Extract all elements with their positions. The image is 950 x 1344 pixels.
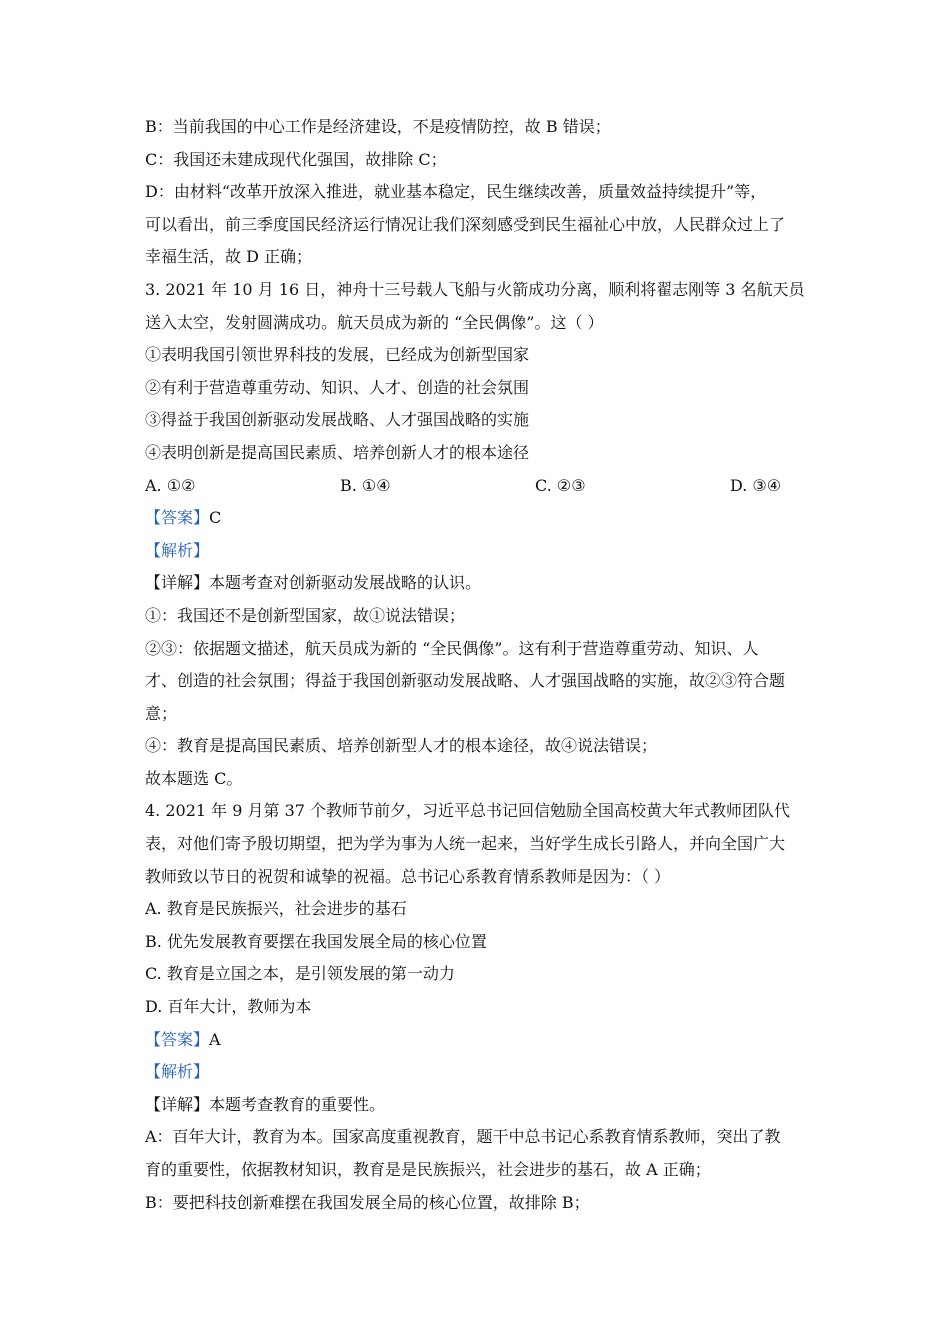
- q3-detail-text: 本题考查对创新驱动发展战略的认识。: [209, 573, 482, 593]
- q3-options: [145, 470, 810, 503]
- q4-stem-line2: 表，对他们寄予殷切期望，把为学为事为人统一起来，当好学生成长引路人，并向全国广大: [145, 834, 786, 854]
- q3-option-d: D. ③④: [730, 475, 782, 495]
- q3-explanation-23-line1: ②③：依据题文描述，航天员成为新的 “全民偶像”。这有利于营造尊重劳动、知识、人: [145, 638, 759, 658]
- q4-option-a: A. 教育是民族振兴，社会进步的基石: [145, 899, 407, 919]
- q2-explanation-d-line2: 可以看出，前三季度国民经济运行情况让我们深刻感受到民生福祉心中放，人民群众过上了: [145, 214, 786, 234]
- q4-explanation-a-line1: A：百年大计，教育为本。国家高度重视教育，题干中总书记心系教育情系教师，突出了教: [145, 1127, 781, 1147]
- q3-analysis: [145, 535, 810, 568]
- q3-stem-line2: 送入太空，发射圆满成功。航天员成为新的 “全民偶像”。这（ ）: [145, 312, 604, 332]
- q4-detail: [145, 1089, 810, 1122]
- q4-detail-text: 本题考查教育的重要性。: [209, 1094, 386, 1114]
- q3-statement-3: ③得益于我国创新驱动发展战略、人才强国战略的实施: [145, 410, 530, 430]
- detail-tag: 【详解】: [145, 573, 210, 593]
- q4-answer: [145, 1024, 810, 1057]
- q3-option-a: A. ①②: [145, 475, 196, 495]
- q4-explanation-b: B：要把科技创新难摆在我国发展全局的核心位置，故排除 B；: [145, 1192, 590, 1212]
- q3-stem-line1: 3. 2021 年 10 月 16 日，神舟十三号载人飞船与火箭成功分离，顺利将翟志刚等 3 名航天员: [145, 279, 805, 299]
- q2-explanation-c: C：我国还未建成现代化强国，故排除 C；: [145, 149, 447, 169]
- analysis-tag: 【解析】: [145, 1062, 210, 1082]
- q3-statement-2: ②有利于营造尊重劳动、知识、人才、创造的社会氛围: [145, 377, 530, 397]
- q4-stem-line1: 4. 2021 年 9 月第 37 个教师节前夕，习近平总书记回信勉励全国高校黄大年式教师团队代: [145, 801, 791, 821]
- q3-answer: [145, 502, 810, 535]
- q4-option-d: D. 百年大计，教师为本: [145, 997, 312, 1017]
- q4-option-c: C. 教育是立国之本，是引领发展的第一动力: [145, 964, 455, 984]
- q4-option-b: B. 优先发展教育要摆在我国发展全局的核心位置: [145, 931, 487, 951]
- q3-explanation-1: ①：我国还不是创新型国家，故①说法错误；: [145, 605, 466, 625]
- answer-tag: 【答案】: [145, 508, 210, 528]
- q4-explanation-a-line2: 育的重要性，依据教材知识，教育是是民族振兴，社会进步的基石，故 A 正确；: [145, 1160, 711, 1179]
- answer-tag: 【答案】: [145, 1029, 210, 1049]
- document-page: [145, 111, 810, 1219]
- q4-stem-line3: 教师致以节日的祝贺和诚挚的祝福。总书记心系教育情系教师是因为：（ ）: [145, 866, 671, 886]
- q3-option-c: C. ②③: [535, 475, 586, 495]
- q3-explanation-4: ④：教育是提高国民素质、培养创新型人才的根本途径，故④说法错误；: [145, 736, 658, 756]
- q3-conclusion: 故本题选 C。: [145, 768, 243, 788]
- q4-analysis: [145, 1056, 810, 1089]
- detail-tag: 【详解】: [145, 1094, 210, 1114]
- q3-statement-4: ④表明创新是提高国民素质、培养创新人才的根本途径: [145, 442, 530, 462]
- q3-explanation-23-line2: 才、创造的社会氛围；得益于我国创新驱动发展战略、人才强国战略的实施，故②③符合题: [145, 671, 786, 691]
- q3-answer-value: C: [209, 508, 222, 528]
- q3-detail: [145, 567, 810, 600]
- q3-option-b: B. ①④: [340, 475, 391, 495]
- q2-explanation-d-line3: 幸福生活，故 D 正确；: [145, 247, 313, 267]
- q4-answer-value: A: [209, 1029, 221, 1049]
- q3-explanation-23-line3: 意；: [145, 703, 178, 723]
- analysis-tag: 【解析】: [145, 540, 210, 560]
- q2-explanation-d-line1: D：由材料“改革开放深入推进，就业基本稳定，民生继续改善，质量效益持续提升”等，: [145, 182, 767, 202]
- q2-explanation-b: B：当前我国的中心工作是经济建设，不是疫情防控，故 B 错误；: [145, 117, 611, 136]
- q3-statement-1: ①表明我国引领世界科技的发展，已经成为创新型国家: [145, 345, 530, 365]
